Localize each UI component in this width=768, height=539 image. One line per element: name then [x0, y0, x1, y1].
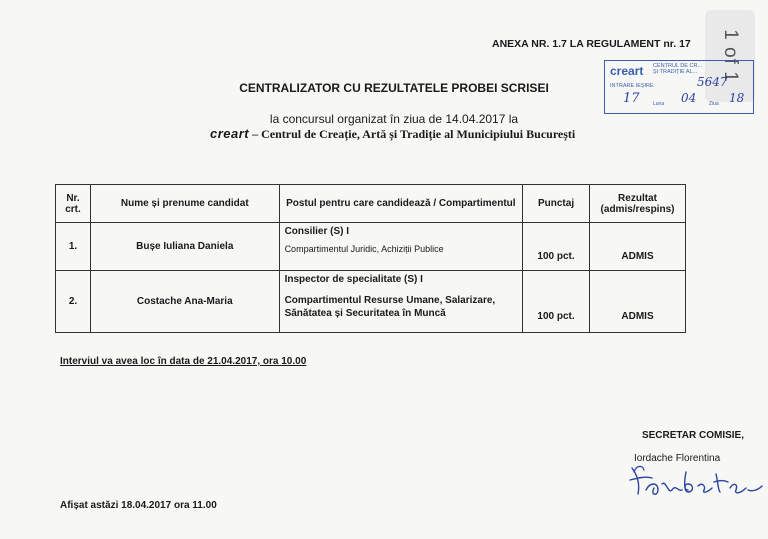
header-result: Rezultat (admis/respins) [590, 185, 686, 223]
stamp-year-label: Ziua [709, 101, 719, 107]
table-row [56, 223, 686, 271]
institution-line [210, 126, 575, 142]
header-score: Punctaj [523, 185, 590, 223]
creart-logo: creart [210, 126, 250, 141]
table-header-row [56, 185, 686, 223]
table-row [56, 271, 686, 333]
row-nr: 2. [56, 271, 91, 333]
stamp-day: 17 [623, 91, 640, 106]
interview-note: Interviul va avea loc în data de 21.04.2017, ora 10.00 [60, 356, 307, 367]
document-title: CENTRALIZATOR CU REZULTATELE PROBEI SCRISEI [239, 81, 549, 95]
row-post: Inspector de specialitate (S) I [284, 274, 423, 285]
handwritten-signature [628, 460, 768, 502]
institution-name: – Centrul de Creație, Artă și Tradiție al Municipiului București [249, 127, 576, 141]
row-department: Compartimentul Resurse Umane, Salarizare, Sănătatea și Securitatea în Muncă [284, 295, 496, 319]
stamp-logo: creart [610, 64, 644, 78]
row-post-cell [279, 223, 523, 271]
row-post-cell [279, 271, 523, 333]
row-result: ADMIS [590, 271, 686, 333]
row-nr: 1. [56, 223, 91, 271]
row-score: 100 pct. [523, 271, 590, 333]
stamp-month-label: Luna [653, 101, 665, 107]
header-nr: Nr. crt. [56, 185, 91, 223]
secretary-name: Iordache Florentina [634, 453, 721, 464]
row-post: Consilier (S) I [284, 226, 350, 237]
annex-reference: ANEXA NR. 1.7 LA REGULAMENT nr. 17 [492, 38, 691, 50]
secretary-title: SECRETAR COMISIE, [641, 430, 744, 441]
contest-date-line: la concursul organizat în ziua de 14.04.2017 la [269, 112, 519, 126]
header-name: Nume și prenume candidat [90, 185, 279, 223]
row-result: ADMIS [590, 223, 686, 271]
stamp-entry-label: INTRARE IEȘIRE [610, 83, 654, 89]
row-department: Compartimentul Juridic, Achiziții Publice [284, 244, 444, 254]
row-candidate-name: Bușe Iuliana Daniela [90, 223, 279, 271]
page-indicator-text: 1 of 1 [720, 29, 742, 83]
posted-date: Afișat astăzi 18.04.2017 ora 11.00 [60, 500, 217, 511]
results-table [55, 184, 686, 333]
stamp-institution: CENTRUL DE CR... ȘI TRADIȚIE AL... [653, 63, 702, 75]
stamp-year: 18 [729, 91, 745, 105]
stamp-month: 04 [681, 91, 697, 105]
stamp-registration-number: 5647 [697, 75, 728, 89]
header-post: Postul pentru care candidează / Compartimentul [279, 185, 523, 223]
row-score: 100 pct. [523, 223, 590, 271]
row-candidate-name: Costache Ana-Maria [90, 271, 279, 333]
